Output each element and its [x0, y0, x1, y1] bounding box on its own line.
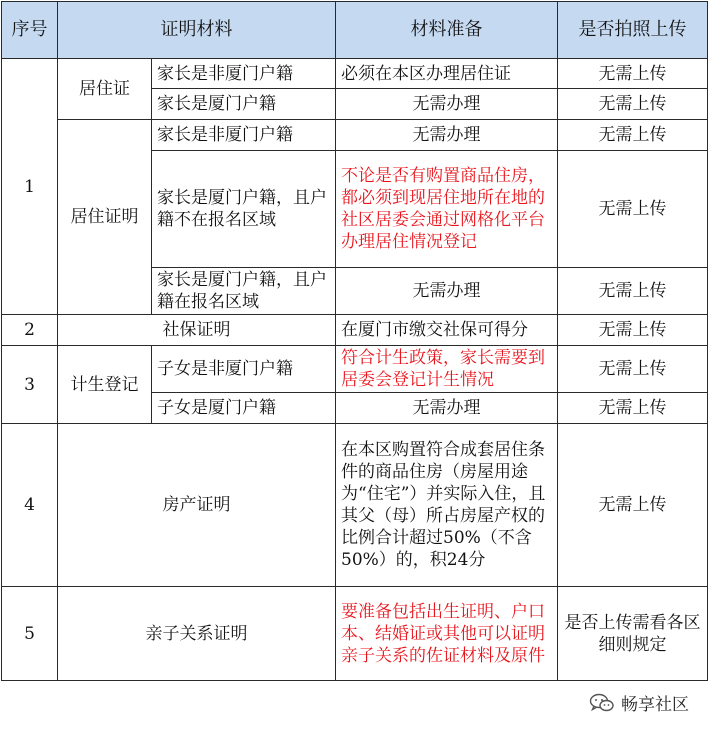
prep-cell: 在本区购置符合成套居住条件的商品住房（房屋用途为“住宅”）并实际入住，且其父（母）所占房屋产权的比例合计超过50%（不含50%）的，积24分: [336, 424, 558, 587]
upload-cell: 无需上传: [558, 120, 708, 151]
prep-cell: 符合计生政策，家长需要到居委会登记计生情况: [336, 346, 558, 393]
case-cell: 家长是非厦门户籍: [152, 120, 336, 151]
material-label: 亲子关系证明: [58, 587, 336, 681]
prep-cell: 无需办理: [336, 120, 558, 151]
case-cell: 家长是厦门户籍: [152, 89, 336, 120]
case-cell: 家长是厦门户籍，且户籍在报名区域: [152, 268, 336, 315]
row-number: 2: [2, 315, 58, 346]
table-row: [2, 59, 708, 89]
watermark: [589, 690, 689, 715]
prep-cell: 必须在本区办理居住证: [336, 59, 558, 89]
row-number: 3: [2, 346, 58, 424]
upload-cell: 无需上传: [558, 424, 708, 587]
case-cell: 子女是非厦门户籍: [152, 346, 336, 393]
table-row: [2, 587, 708, 681]
table-row: [2, 346, 708, 393]
case-cell: 家长是厦门户籍，且户籍不在报名区域: [152, 151, 336, 268]
wechat-icon: [589, 693, 615, 713]
header-material: 证明材料: [58, 2, 336, 59]
table-row: [2, 120, 708, 151]
material-label: 房产证明: [58, 424, 336, 587]
case-cell: 家长是非厦门户籍: [152, 59, 336, 89]
requirements-table: [1, 1, 708, 681]
table-row: [2, 315, 708, 346]
material-label: 居住证: [58, 59, 152, 120]
brand-name: 畅享社区: [621, 695, 689, 715]
material-label: 计生登记: [58, 346, 152, 424]
upload-cell: 无需上传: [558, 89, 708, 120]
prep-cell: 不论是否有购置商品住房，都必须到现居住地所在地的社区居委会通过网格化平台办理居住情况登记: [336, 151, 558, 268]
row-number: 1: [2, 59, 58, 315]
row-number: 4: [2, 424, 58, 587]
header-row: [2, 2, 708, 59]
prep-cell: 无需办理: [336, 268, 558, 315]
upload-cell: 是否上传需看各区细则规定: [558, 587, 708, 681]
prep-cell: 要准备包括出生证明、户口本、结婚证或其他可以证明亲子关系的佐证材料及原件: [336, 587, 558, 681]
upload-cell: 无需上传: [558, 315, 708, 346]
row-number: 5: [2, 587, 58, 681]
upload-cell: 无需上传: [558, 346, 708, 393]
header-prep: 材料准备: [336, 2, 558, 59]
header-no: 序号: [2, 2, 58, 59]
table-row: [2, 424, 708, 587]
prep-cell: 无需办理: [336, 393, 558, 424]
case-cell: 子女是厦门户籍: [152, 393, 336, 424]
upload-cell: 无需上传: [558, 59, 708, 89]
upload-cell: 无需上传: [558, 268, 708, 315]
upload-cell: 无需上传: [558, 151, 708, 268]
prep-cell: 在厦门市缴交社保可得分: [336, 315, 558, 346]
material-label: 社保证明: [58, 315, 336, 346]
upload-cell: 无需上传: [558, 393, 708, 424]
header-upload: 是否拍照上传: [558, 2, 708, 59]
material-label: 居住证明: [58, 120, 152, 315]
prep-cell: 无需办理: [336, 89, 558, 120]
